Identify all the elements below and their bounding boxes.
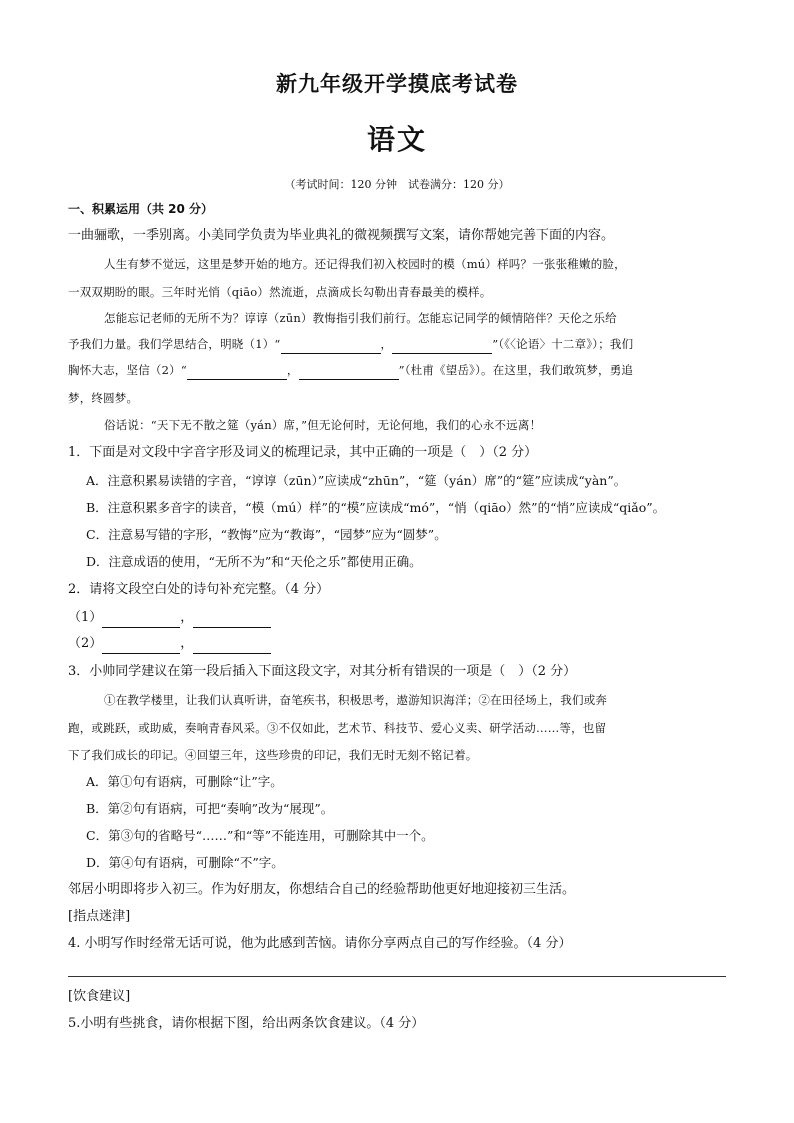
diet-heading: [饮食建议] bbox=[68, 989, 131, 1004]
subject-title: 语文 bbox=[366, 123, 427, 156]
question-3-text: 下了我们成长的印记。④回望三年，这些珍贵的印记，我们无时无刻不铭记着。 bbox=[68, 748, 478, 762]
passage-line: 怎能忘记老师的无所不为？谆谆（zūn）教悔指引我们前行。怎能忘记同学的倾情陪伴？天伦之乐给 bbox=[104, 311, 617, 325]
answer-line[interactable] bbox=[68, 976, 726, 977]
question-3-option-c[interactable]: C．第③句的省略号“……”和“等”不能连用，可删除其中一个。 bbox=[86, 828, 434, 843]
passage-text: 胸怀大志，坚信（2）“ bbox=[68, 363, 187, 377]
passage-text: ”（杜甫《望岳》）。在这里，我们敢筑梦，勇追 bbox=[398, 363, 634, 377]
exam-title: 新九年级开学摸底考试卷 bbox=[276, 72, 518, 96]
guide-heading: [指点迷津] bbox=[68, 909, 131, 924]
passage-text: ， bbox=[286, 363, 299, 377]
question-3-option-d[interactable]: D．第④句有语病，可删除“不”字。 bbox=[86, 855, 284, 870]
passage-line: 一双双期盼的眼。三年时光悄（qiāo）然流逝，点滴成长勾勒出青春最美的模样。 bbox=[68, 285, 492, 299]
question-3-text: 跑，或跳跃，或助威，奏响青春风采。③不仅如此，艺术节、科技节、爱心义卖、研学活动……等，也留 bbox=[68, 721, 607, 735]
section-intro: 一曲骊歌，一季别离。小美同学负责为毕业典礼的微视频撰写文案，请你帮她完善下面的内容。 bbox=[68, 228, 615, 243]
passage-line: 俗话说：“天下无不散之筵（yán）席，”但无论何时，无论何地，我们的心永不远离！ bbox=[104, 418, 542, 432]
passage-line: 梦，终圆梦。 bbox=[68, 391, 139, 405]
question-3-stem: 3．小帅同学建议在第一段后插入下面这段文字，对其分析有错误的一项是（ ）（2 分） bbox=[68, 664, 577, 679]
question-4-stem: 4. 小明写作时经常无话可说，他为此感到苦恼。请你分享两点自己的写作经验。（4 分） bbox=[68, 936, 572, 951]
item-label: （2） bbox=[68, 636, 103, 651]
passage-line-with-blanks bbox=[68, 334, 728, 354]
question-3-option-b[interactable]: B．第②句有语病，可把“奏响”改为“展现”。 bbox=[86, 801, 334, 816]
question-2-item-1 bbox=[68, 608, 728, 628]
item-label: （1） bbox=[68, 610, 103, 625]
answer-blank[interactable] bbox=[281, 339, 381, 354]
question-1-stem: 1．下面是对文段中字音字形及词义的梳理记录，其中正确的一项是（ ）（2 分） bbox=[68, 445, 538, 460]
question-5-stem: 5.小明有些挑食，请你根据下图，给出两条饮食建议。（4 分） bbox=[68, 1016, 425, 1031]
question-2-item-2 bbox=[68, 634, 728, 654]
separator: ， bbox=[180, 610, 194, 625]
scenario-text: 邻居小明即将步入初三。作为好朋友，你想结合自己的经验帮助他更好地迎接初三生活。 bbox=[68, 882, 576, 897]
section-heading: 一、积累运用（共 20 分） bbox=[68, 202, 214, 216]
answer-blank[interactable] bbox=[102, 613, 180, 628]
answer-blank[interactable] bbox=[193, 613, 271, 628]
passage-text: 予我们力量。我们学思结合，明晓（1）“ bbox=[68, 337, 281, 351]
question-3-text: ①在教学楼里，让我们认真听讲，奋笔疾书，积极思考，遨游知识海洋；②在田径场上，我们或奔 bbox=[104, 693, 608, 707]
question-2-stem: 2．请将文段空白处的诗句补充完整。（4 分） bbox=[68, 582, 330, 597]
separator: ， bbox=[180, 636, 194, 651]
answer-blank[interactable] bbox=[392, 339, 492, 354]
question-1-option-b[interactable]: B．注意积累多音字的读音，“模（mú）样”的“模”应读成“mó”，“悄（qiāo）然”的“悄”应读成“qiǎo”。 bbox=[86, 500, 666, 515]
question-1-option-a[interactable]: A．注意积累易读错的字音，“谆谆（zūn）”应读成“zhūn”，“筵（yán）席”的“筵”应读成“yàn”。 bbox=[86, 473, 627, 488]
answer-blank[interactable] bbox=[102, 639, 180, 654]
passage-text: ， bbox=[380, 337, 393, 351]
answer-blank[interactable] bbox=[299, 365, 399, 380]
exam-info: （考试时间：120 分钟 试卷满分：120 分） bbox=[284, 178, 510, 191]
passage-text: ”（《〈论语〉十二章》）；我们 bbox=[492, 337, 634, 351]
passage-line-with-blanks bbox=[68, 360, 728, 380]
answer-blank[interactable] bbox=[187, 365, 287, 380]
passage-line: 人生有梦不觉远，这里是梦开始的地方。还记得我们初入校园时的模（mú）样吗？一张张稚嫩的脸， bbox=[104, 257, 626, 271]
question-1-option-c[interactable]: C．注意易写错的字形，“教悔”应为“教诲”，“园梦”应为“圆梦”。 bbox=[86, 527, 447, 542]
question-3-option-a[interactable]: A．第①句有语病，可删除“让”字。 bbox=[86, 774, 283, 789]
question-1-option-d[interactable]: D．注意成语的使用，“无所不为”和“天伦之乐”都使用正确。 bbox=[86, 554, 422, 569]
answer-blank[interactable] bbox=[193, 639, 271, 654]
